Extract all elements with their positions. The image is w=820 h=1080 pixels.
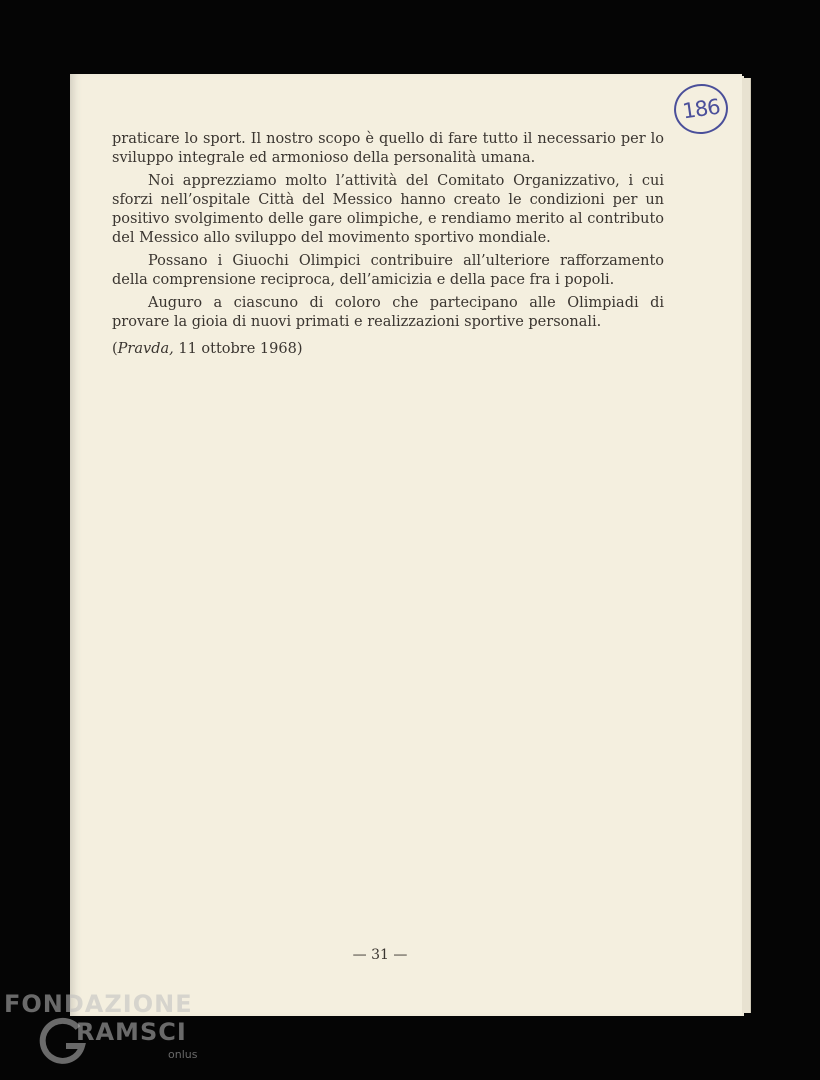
paragraph-4: Auguro a ciascuno di coloro che partecipano alle Olimpiadi di provare la gioia di nuovi primati e realizzazioni sportive personali. — [112, 295, 664, 330]
document-page — [70, 74, 742, 1016]
paragraph-3: Possano i Giuochi Olimpici contribuire all’ulteriore rafforzamento della comprensione reciproca, dell’amicizia e della pace fra i popoli. — [112, 253, 664, 288]
paragraph-2: Noi apprezziamo molto l’attività del Comitato Organizzativo, i cui sforzi nell’ospitale Città del Messico hanno creato le condizioni per un positivo svolgimento delle gare olimpiche, e rendiamo merito al contributo del Messico allo sviluppo del movimento sportivo mondiale. — [112, 173, 664, 246]
citation-date: 11 ottobre 1968) — [173, 341, 303, 357]
watermark-line-1: FONDAZIONE — [4, 990, 193, 1018]
archive-number-stamp: 186 — [671, 80, 731, 137]
citation-open: ( — [112, 341, 118, 357]
paragraph-1: praticare lo sport. Il nostro scopo è quello di fare tutto il necessario per lo sviluppo integrale ed armonioso della personalità umana. — [112, 131, 664, 166]
watermark-line-3: onlus — [168, 1048, 198, 1061]
body-text — [112, 130, 664, 359]
citation-source: Pravda, — [117, 341, 174, 357]
watermark-line-2: RAMSCI — [76, 1018, 187, 1046]
citation — [112, 340, 664, 359]
page-number: — 31 — — [352, 947, 408, 963]
fondazione-gramsci-watermark — [4, 990, 214, 1076]
